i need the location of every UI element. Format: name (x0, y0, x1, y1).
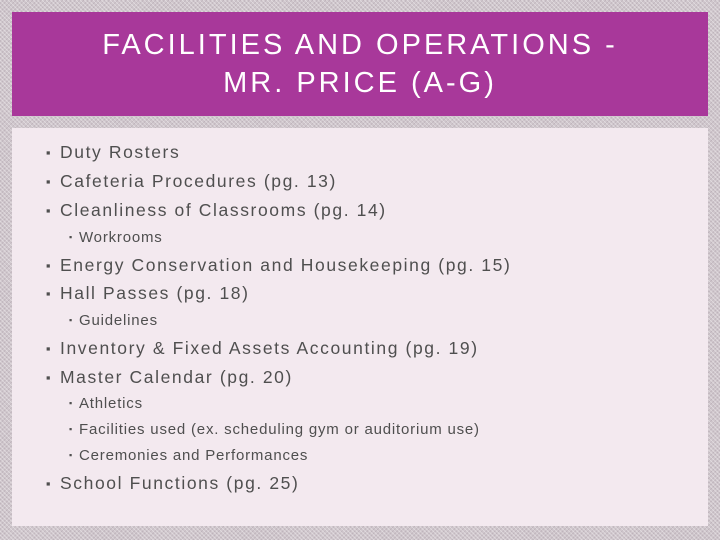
bullet-icon: ▪ (69, 398, 73, 408)
sub-item-guidelines (12, 307, 158, 333)
list-item-text: Master Calendar (pg. 20) (60, 366, 293, 387)
sub-item-text: Ceremonies and Performances (79, 446, 309, 464)
title-band (12, 12, 708, 116)
bullet-icon: ▪ (45, 475, 53, 491)
content-box (12, 128, 708, 526)
bullet-icon: ▪ (45, 144, 53, 160)
sub-item-athletics (12, 390, 143, 416)
list-item-cafeteria (12, 168, 337, 194)
list-item-text: School Functions (pg. 25) (60, 472, 300, 493)
sub-item-ceremonies (12, 442, 308, 468)
sub-item-text: Athletics (79, 394, 143, 412)
bullet-icon: ▪ (45, 340, 53, 356)
list-item-text: Energy Conservation and Housekeeping (pg. 15) (60, 254, 512, 275)
list-item-text: Cleanliness of Classrooms (pg. 14) (60, 199, 387, 220)
bullet-icon: ▪ (45, 173, 53, 189)
sub-item-text: Guidelines (79, 311, 158, 329)
list-item-text: Inventory & Fixed Assets Accounting (pg. 19) (60, 337, 479, 358)
bullet-icon: ▪ (69, 450, 73, 460)
bullet-icon: ▪ (69, 232, 73, 242)
slide-title-line-1: FACILITIES AND OPERATIONS - (102, 29, 618, 61)
bullet-icon: ▪ (45, 202, 53, 218)
list-item-master-calendar (12, 364, 293, 390)
list-item-inventory (12, 335, 479, 361)
list-item-text: Cafeteria Procedures (pg. 13) (60, 170, 337, 191)
sub-item-text: Workrooms (79, 228, 163, 246)
list-item-cleanliness (12, 197, 387, 223)
list-item-energy (12, 252, 511, 278)
list-item-text: Duty Rosters (60, 141, 181, 162)
list-item-duty-rosters (12, 139, 180, 165)
bullet-icon: ▪ (69, 315, 73, 325)
bullet-icon: ▪ (45, 285, 53, 301)
list-item-hall-passes (12, 280, 250, 306)
bullet-icon: ▪ (45, 369, 53, 385)
sub-item-text: Facilities used (ex. scheduling gym or auditorium use) (79, 420, 480, 438)
bullet-icon: ▪ (69, 424, 73, 434)
list-item-text: Hall Passes (pg. 18) (60, 282, 250, 303)
slide-title-line-2: MR. PRICE (A-G) (223, 67, 497, 99)
sub-item-workrooms (12, 224, 163, 250)
list-item-school-functions (12, 470, 299, 496)
sub-item-facilities-used (12, 416, 480, 442)
bullet-icon: ▪ (45, 257, 53, 273)
